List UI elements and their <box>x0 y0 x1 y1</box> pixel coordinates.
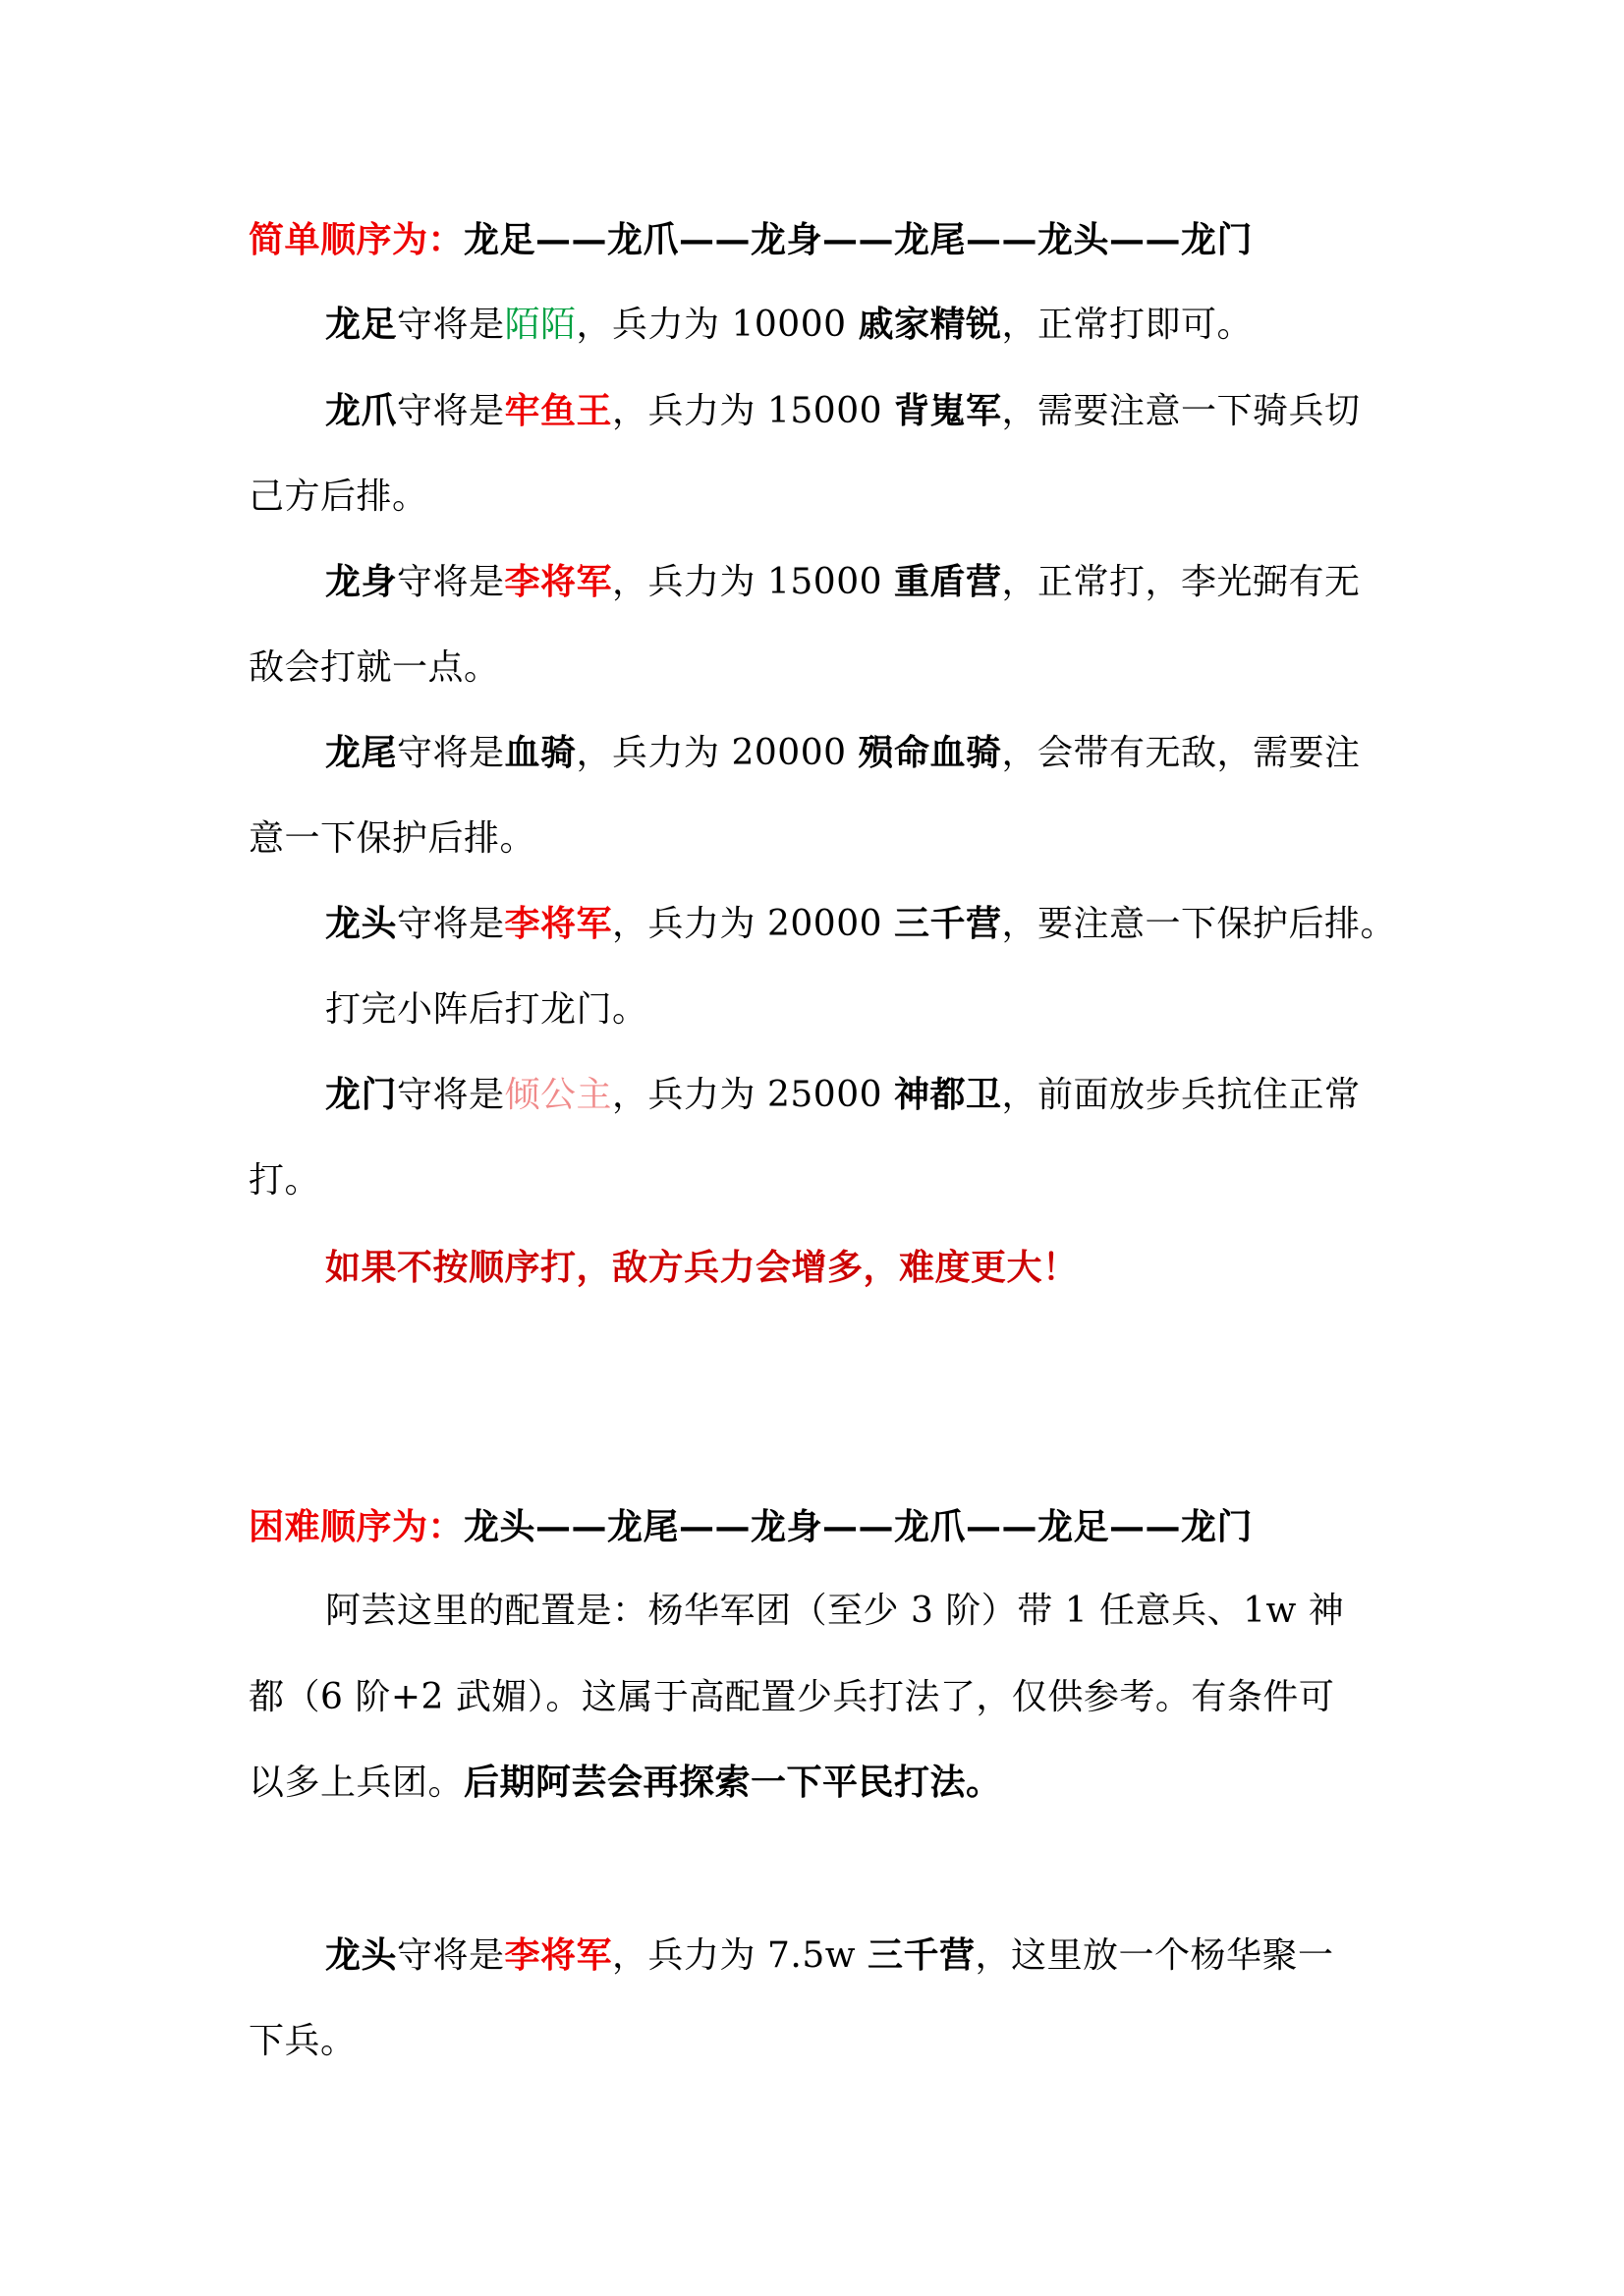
future-plan-note: 后期阿芸会再探索一下平民打法。 <box>464 1762 1002 1803</box>
text: ，前面放步兵抗住正常 <box>1001 1075 1361 1115</box>
troop-name: 三千营 <box>868 1934 976 1976</box>
text: ，正常打即可。 <box>1001 305 1253 345</box>
easy-heading-order: 龙足——龙爪——龙身——龙尾——龙头——龙门 <box>464 219 1254 260</box>
text: ，兵力为 20000 <box>576 733 859 773</box>
troop-name: 殒命血骑 <box>858 732 1002 773</box>
general-name: 李将军 <box>504 561 613 602</box>
hard-heading-order: 龙头——龙尾——龙身——龙爪——龙足——龙门 <box>464 1506 1254 1547</box>
paragraph-dragon-gate <box>325 1071 1361 1119</box>
text: 守将是 <box>397 1935 505 1976</box>
text: ，正常打，李光弼有无 <box>1001 562 1361 602</box>
text: ，兵力为 25000 <box>612 1075 894 1115</box>
text: 守将是 <box>397 391 505 431</box>
stage-name: 龙身 <box>325 561 398 602</box>
paragraph-dragon-claw <box>325 387 1361 435</box>
text: 守将是 <box>397 305 505 345</box>
stage-name: 龙头 <box>325 903 398 944</box>
easy-order-heading <box>249 216 1253 263</box>
general-name: 倾公主 <box>504 1075 613 1115</box>
paragraph-hard-dragon-head-cont: 下兵。 <box>249 2021 357 2061</box>
paragraph-dragon-claw-cont: 己方后排。 <box>249 476 428 517</box>
text: ，会带有无敌，需要注 <box>1001 733 1361 773</box>
troop-name: 戚家精锐 <box>858 304 1002 345</box>
general-name: 血骑 <box>504 732 577 773</box>
text: ，这里放一个杨华聚一 <box>975 1935 1334 1976</box>
paragraph-dragon-feet <box>325 301 1253 349</box>
text: ，兵力为 7.5w <box>612 1935 868 1976</box>
text: ，兵力为 20000 <box>612 904 894 944</box>
troop-name: 三千营 <box>893 903 1002 944</box>
paragraph-dragon-body-cont: 敌会打就一点。 <box>249 647 500 688</box>
paragraph-dragon-gate-cont: 打。 <box>249 1160 321 1201</box>
troop-name: 背嵬军 <box>893 390 1002 431</box>
text: ，兵力为 15000 <box>612 391 894 431</box>
general-name: 李将军 <box>504 903 613 944</box>
general-name: 陌陌 <box>504 305 577 345</box>
general-name: 李将军 <box>504 1934 613 1976</box>
general-name: 牢鱼王 <box>504 390 613 431</box>
paragraph-dragon-body <box>325 558 1361 606</box>
paragraph-dragon-tail-cont: 意一下保护后排。 <box>249 818 536 859</box>
text: 以多上兵团。 <box>249 1763 465 1803</box>
hard-heading-label: 困难顺序为： <box>249 1506 465 1547</box>
text: 守将是 <box>397 1075 505 1115</box>
config-line-1: 阿芸这里的配置是：杨华军团（至少 3 阶）带 1 任意兵、1w 神 <box>325 1591 1345 1631</box>
text: 守将是 <box>397 904 505 944</box>
text: ，兵力为 15000 <box>612 562 894 602</box>
paragraph-dragon-tail <box>325 729 1361 777</box>
config-line-2: 都（6 阶+2 武媚）。这属于高配置少兵打法了，仅供参考。有条件可 <box>249 1677 1335 1717</box>
paragraph-hard-dragon-head <box>325 1932 1334 1980</box>
text: 守将是 <box>397 562 505 602</box>
order-warning: 如果不按顺序打，敌方兵力会增多，难度更大！ <box>325 1247 1079 1288</box>
config-line-3 <box>249 1759 1002 1807</box>
stage-name: 龙足 <box>325 304 398 345</box>
hard-order-heading <box>249 1503 1253 1550</box>
text: ，兵力为 10000 <box>576 305 859 345</box>
text: ，要注意一下保护后排。 <box>1001 904 1396 944</box>
troop-name: 重盾营 <box>893 561 1002 602</box>
stage-name: 龙头 <box>325 1934 398 1976</box>
easy-heading-label: 简单顺序为： <box>249 219 465 260</box>
stage-name: 龙门 <box>325 1074 398 1115</box>
stage-name: 龙爪 <box>325 390 398 431</box>
paragraph-after-small-formations: 打完小阵后打龙门。 <box>325 989 648 1030</box>
text: ，需要注意一下骑兵切 <box>1001 391 1361 431</box>
stage-name: 龙尾 <box>325 732 398 773</box>
paragraph-dragon-head <box>325 900 1396 948</box>
troop-name: 神都卫 <box>893 1074 1002 1115</box>
text: 守将是 <box>397 733 505 773</box>
